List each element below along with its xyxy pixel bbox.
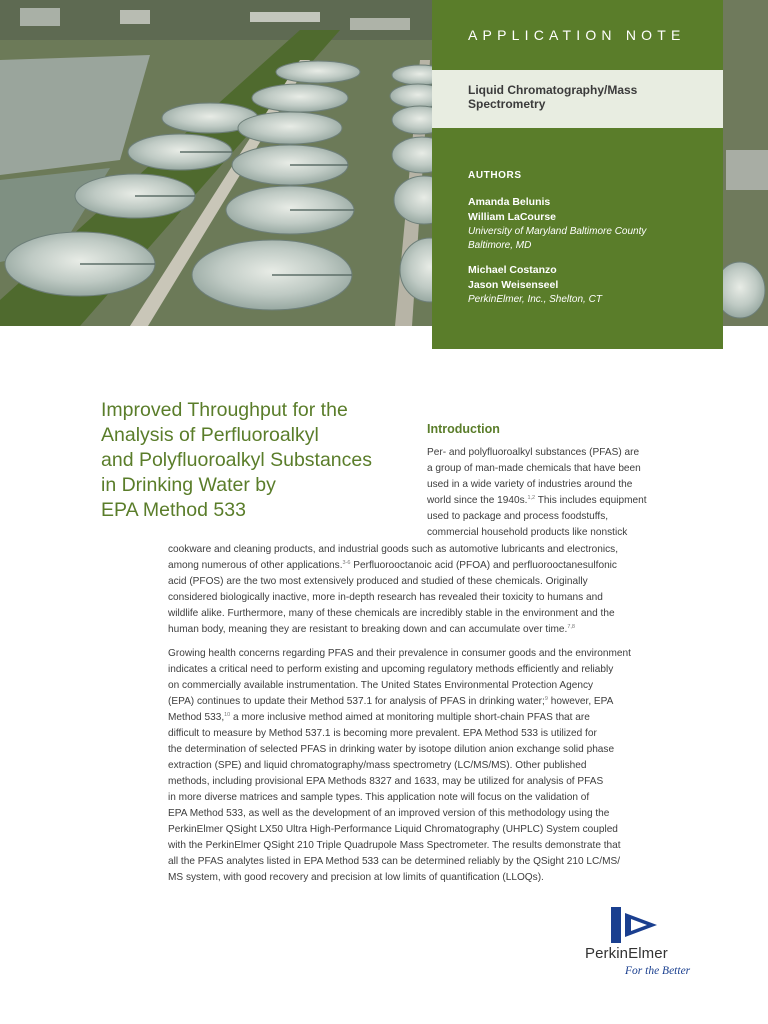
perkinelmer-logo — [585, 905, 725, 985]
text-line: wildlife alike. Furthermore, many of these chemicals are incredibly stable in the environment and the — [168, 608, 615, 619]
text-line: in more diverse matrices and sample types. This application note will focus on the validation of — [168, 792, 590, 803]
text-line: methods, including provisional EPA Methods 8327 and 1633, may be utilized for analysis of PFAS — [168, 776, 604, 787]
author-affiliation: PerkinElmer, Inc., Shelton, CT — [468, 294, 602, 305]
text-fragment: world since the 1940s. — [427, 495, 528, 506]
text-fragment: human body, meaning they are resistant to breaking down and can accumulate over time. — [168, 624, 568, 635]
text-line: used to package and process foodstuffs, — [427, 511, 609, 522]
author-group-2 — [468, 263, 723, 307]
text-line: considered biologically inactive, more in-depth research has revealed their toxicity to humans and — [168, 592, 603, 603]
header-panel — [432, 0, 723, 349]
title-line: Improved Throughput for the — [101, 399, 348, 421]
text-line: on commercially available instrumentation. The United States Environmental Protection Agency — [168, 680, 594, 691]
document-title — [101, 398, 421, 523]
introduction-heading: Introduction — [427, 422, 500, 436]
citation: 1,2 — [527, 495, 536, 501]
text-line: all the PFAS analytes listed in EPA Method 533 can be determined reliably by the QSight 210 LC/MS/ — [168, 856, 621, 867]
author-name: Amanda Belunis — [468, 196, 551, 208]
citation: 10 — [224, 712, 231, 718]
author-location: Baltimore, MD — [468, 240, 532, 251]
author-name: Jason Weisenseel — [468, 279, 559, 291]
logo-tagline: For the Better — [625, 965, 691, 977]
text-fragment: (EPA) continues to update their Method 537.1 for analysis of PFAS in drinking water; — [168, 696, 545, 707]
introduction-paragraph-2 — [168, 646, 668, 886]
citation: 7,8 — [567, 624, 575, 630]
introduction-column-text — [427, 445, 672, 541]
text-fragment: among numerous of other applications. — [168, 560, 343, 571]
text-line: PerkinElmer QSight LX50 Ultra High-Performance Liquid Chromatography (UHPLC) System coupled — [168, 824, 618, 835]
text-line: commercial household products like nonstick — [427, 527, 628, 538]
text-line: Per- and polyfluoroalkyl substances (PFAS) are — [427, 447, 640, 458]
text-line — [427, 493, 672, 509]
text-fragment: This includes equipment — [535, 495, 647, 506]
text-line: used in a wide variety of industries around the — [427, 479, 633, 490]
introduction-paragraph-1 — [168, 542, 668, 638]
text-line: MS system, with good recovery and precision at low limits of quantification (LLOQs). — [168, 872, 544, 883]
category-label: Liquid Chromatography/Mass Spectrometry — [432, 70, 723, 128]
author-name: Michael Costanzo — [468, 264, 557, 276]
text-fragment: Method 533, — [168, 712, 225, 723]
text-line: acid (PFOS) are the two most extensively produced and studied of these chemicals. Originally — [168, 576, 588, 587]
text-fragment: a more inclusive method aimed at monitoring multiple short-chain PFAS that are — [230, 712, 590, 723]
text-line: a group of man-made chemicals that have been — [427, 463, 641, 474]
text-line — [168, 622, 668, 638]
text-line: with the PerkinElmer QSight 210 Triple Quadrupole Mass Spectrometer. The results demonstrate that — [168, 840, 621, 851]
text-line — [168, 710, 668, 726]
text-fragment: Perfluorooctanoic acid (PFOA) and perfluorooctanesulfonic — [350, 560, 617, 571]
text-line: difficult to measure by Method 537.1 is becoming more prevalent. EPA Method 533 is utilized for — [168, 728, 597, 739]
text-line: extraction (SPE) and liquid chromatography/mass spectrometry (LC/MS/MS). Other published — [168, 760, 587, 771]
author-group-1 — [468, 195, 723, 253]
document-type-label: APPLICATION NOTE — [468, 27, 686, 43]
citation: 3-6 — [342, 560, 351, 566]
text-line: indicates a critical need to perform existing and upcoming regulatory methods efficiently and reliably — [168, 664, 614, 675]
text-line — [168, 694, 668, 710]
title-line: and Polyfluoroalkyl Substances — [101, 449, 372, 471]
text-line: the determination of selected PFAS in drinking water by isotope dilution anion exchange solid phase — [168, 744, 615, 755]
title-line: in Drinking Water by — [101, 474, 276, 496]
author-name: William LaCourse — [468, 211, 557, 223]
title-line: EPA Method 533 — [101, 499, 246, 521]
title-line: Analysis of Perfluoroalkyl — [101, 424, 319, 446]
author-affiliation: University of Maryland Baltimore County — [468, 226, 647, 237]
text-line: cookware and cleaning products, and industrial goods such as automotive lubricants and electronics, — [168, 544, 618, 555]
citation: 9 — [544, 696, 548, 702]
authors-heading: AUTHORS — [468, 170, 522, 181]
text-fragment: however, EPA — [547, 696, 614, 707]
text-line — [168, 558, 668, 574]
perkinelmer-p-icon — [607, 905, 667, 945]
text-line: Growing health concerns regarding PFAS and their prevalence in consumer goods and the environment — [168, 648, 631, 659]
text-line: EPA Method 533, as well as the development of an improved version of this methodology using the — [168, 808, 610, 819]
logo-wordmark: PerkinElmer — [585, 945, 668, 962]
